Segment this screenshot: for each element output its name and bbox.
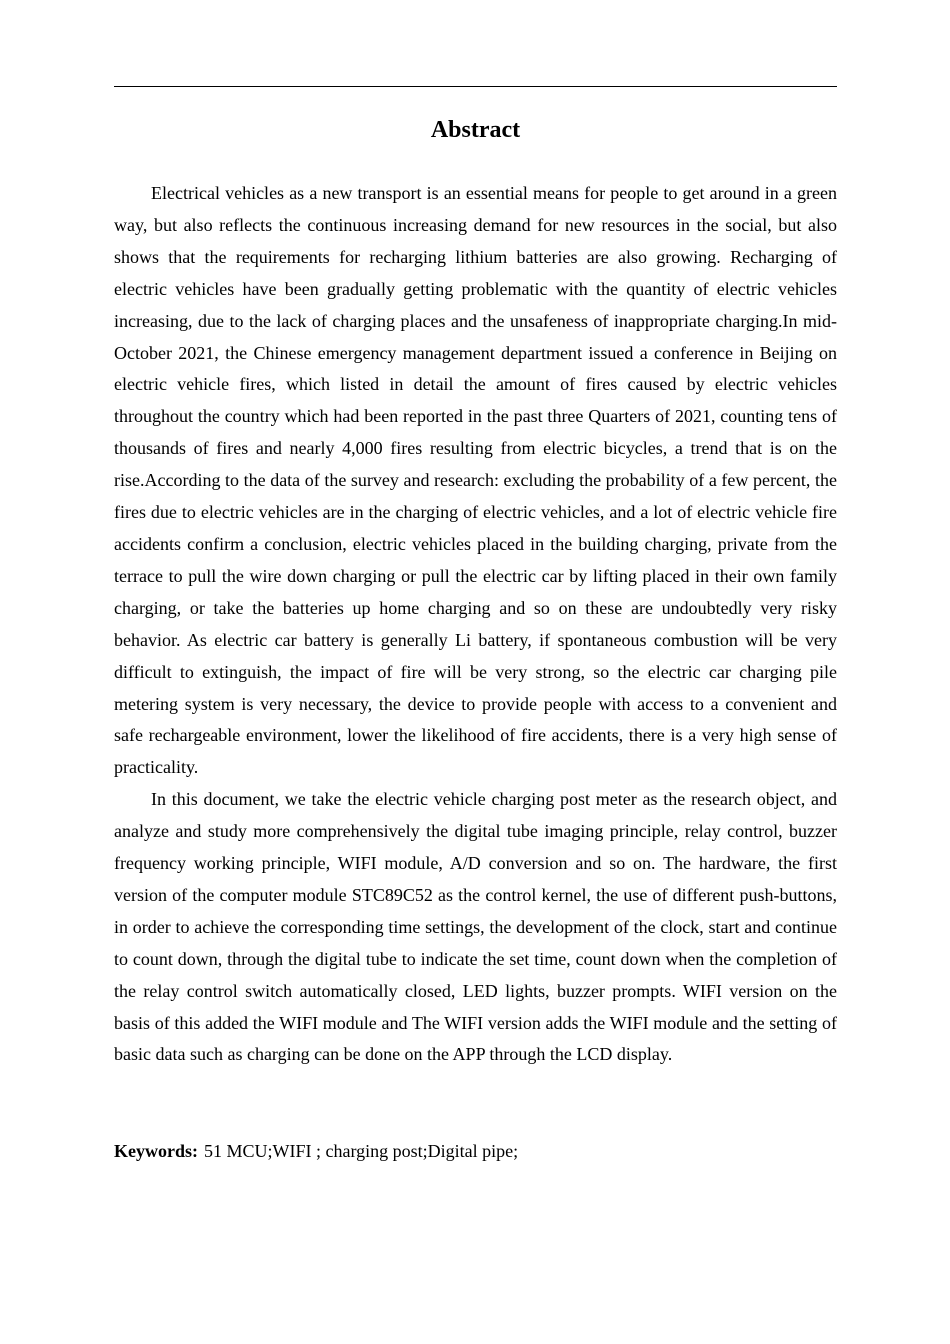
keywords-line <box>114 1136 837 1168</box>
keywords-label: Keywords: <box>114 1141 198 1161</box>
header-rule <box>114 86 837 87</box>
abstract-paragraph: Electrical vehicles as a new transport is an essential means for people to get around in a green way, but also reflects the continuous increasing demand for new resources in the social, but also shows that the requirements for recharging lithium batteries are also growing. Recharging of electric vehicles have been gradually getting problematic with the quantity of electric vehicles increasing, due to the lack of charging places and the unsafeness of inappropriate charging.In mid-October 2021, the Chinese emergency management department issued a conference in Beijing on electric vehicle fires, which listed in detail the amount of fires caused by electric vehicles throughout the country which had been reported in the past three Quarters of 2021, counting tens of thousands of fires and nearly 4,000 fires resulting from electric bicycles, a trend that is on the rise.According to the data of the survey and research: excluding the probability of a few percent, the fires due to electric vehicles are in the charging of electric vehicles, and a lot of electric vehicle fire accidents confirm a conclusion, electric vehicles placed in the building charging, private from the terrace to pull the wire down charging or pull the electric car by lifting placed in their own family charging, or take the batteries up home charging and so on these are undoubtedly very risky behavior. As electric car battery is generally Li battery, if spontaneous combustion will be very difficult to extinguish, the impact of fire will be very strong, so the electric car charging pile metering system is very necessary, the device to provide people with access to a convenient and safe rechargeable environment, lower the likelihood of fire accidents, there is a very high sense of practicality. <box>114 183 837 778</box>
abstract-body <box>114 178 837 1071</box>
abstract-title: Abstract <box>430 117 521 143</box>
abstract-paragraph: In this document, we take the electric vehicle charging post meter as the research object, and analyze and study more comprehensively the digital tube imaging principle, relay control, buzzer frequency working principle, WIFI module, A/D conversion and so on. The hardware, the first version of the computer module STC89C52 as the control kernel, the use of different push-buttons, in order to achieve the corresponding time settings, the development of the clock, start and continue to count down, through the digital tube to indicate the set time, count down when the completion of the relay control switch automatically closed, LED lights, buzzer prompts. WIFI version on the basis of this added the WIFI module and The WIFI version adds the WIFI module and the setting of basic data such as charging can be done on the APP through the LCD display. <box>114 789 837 1065</box>
keywords-value: 51 MCU;WIFI ; charging post;Digital pipe; <box>204 1141 519 1161</box>
